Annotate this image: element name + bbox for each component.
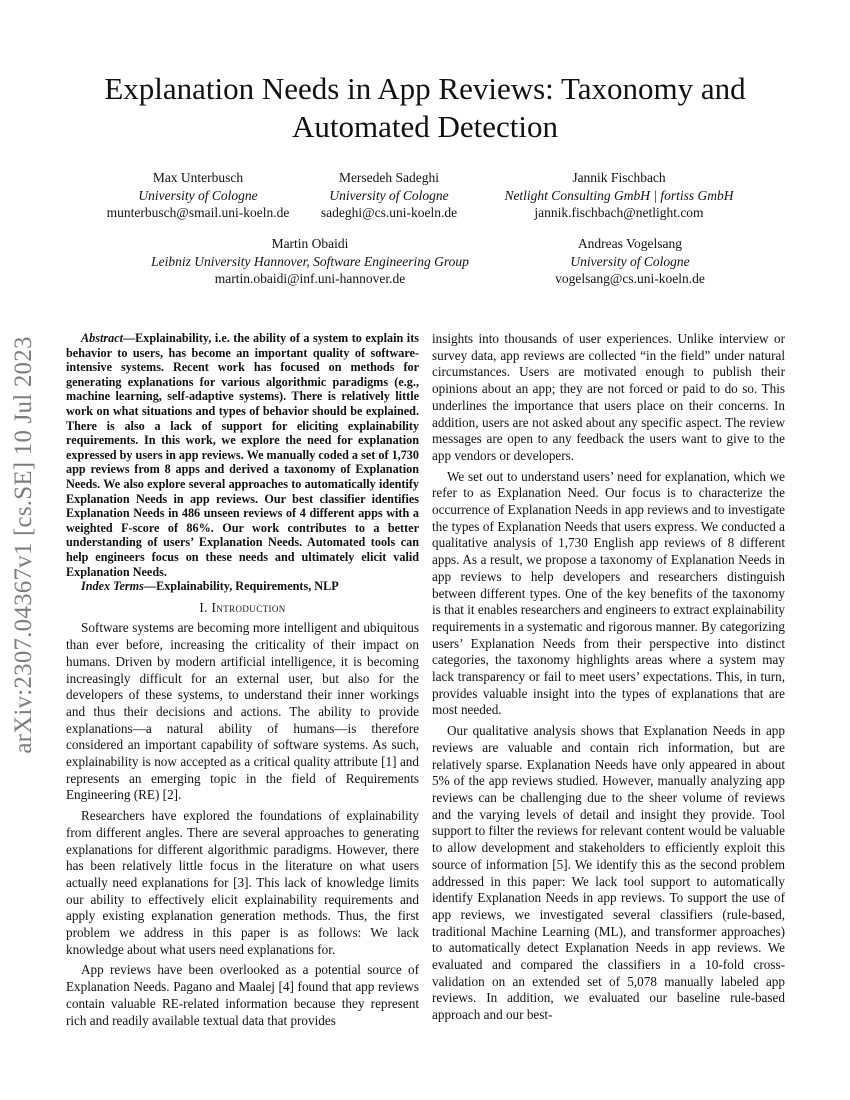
arxiv-stamp-text: arXiv:2307.04367v1 [cs.SE] 10 Jul 2023 [10,336,37,754]
body-paragraph: insights into thousands of user experiences. Unlike interview or survey data, app reviews are collected “in the field” under natural circumstances. Users are motivated enough to publish their opinions about an app; they are not forced or paid to do so. This underlines the importance that users place on their concerns. In addition, users are not asked about any specific aspect. The review messages are open to any feedback the users want to give to the app vendors or developers. [432,331,785,463]
author-name: Mersedeh Sadeghi [338,170,440,185]
left-column [66,331,419,1029]
body-paragraph: Software systems are becoming more intelligent and ubiquitous than ever before, increasing the criticality of their impact on humans. Driven by modern artificial intelligence, it is becoming increasingly difficult for an external user, but also for the developers of these systems, to understand their inner workings and thus their decisions and actions. The ability to provide explanations—a natural ability of humans—is therefore considered an important capability of software systems. As such, explainability is now accepted as a critical quality attribute [1] and represents an emerging topic in the field of Requirements Engineering (RE) [2]. [66,620,419,803]
author-block [300,169,478,222]
author-affiliation: University of Cologne [329,187,449,203]
author-email: martin.obaidi@inf.uni-hannover.de [214,271,406,286]
author-affiliation: Netlight Consulting GmbH | fortiss GmbH [504,187,734,203]
paper-title: Explanation Needs in App Reviews: Taxonomy and Automated Detection [104,71,746,144]
body-paragraph: App reviews have been overlooked as a potential source of Explanation Needs. Pagano and Maalej [4] found that app reviews contain valuable RE-related information because they represent rich and readily available textual data that provides [66,962,419,1028]
body-paragraph: Our qualitative analysis shows that Explanation Needs in app reviews are valuable and contain rich information, but are relatively sparse. Explanation Needs have only appeared in about 5% of the app reviews studied. However, manually analyzing app reviews can be challenging due to the sheer volume of reviews and the varying levels of detail and insight they provide. Tool support to filter the reviews for relevant content would be valuable to allow development and stakeholders to efficiently exploit this source of information [5]. We identify this as the second problem addressed in this paper: We lack tool support to automatically identify Explanation Needs in app reviews. To support the use of app reviews, we investigated several classifiers (rule-based, traditional Machine Learning (ML), and transformer approaches) to automatically detect Explanation Needs in app reviews. We evaluated and compared the classifiers in a 10-fold cross-validation on an extended set of 5,078 manually labeled app reviews. In addition, we evaluated our baseline rule-based approach and our best- [432,723,785,1023]
body-paragraph: We set out to understand users’ need for explanation, which we refer to as Explanation Need. Our focus is to characterize the occurrence of Explanation Needs in app reviews and to investigate the types of Explanation Needs that users express. We conducted a qualitative analysis of 1,730 English app reviews of 8 different apps. As a result, we propose a taxonomy of Explanation Needs in app reviews to help developers and researchers distinguish between different types. One of the key benefits of the taxonomy is that it enables researchers and engineers to extract explainability requirements in a systematic and rigorous manner. By categorizing users’ Explanation Needs from their perspective into distinct categories, the taxonomy highlights areas where a system may lack transparency or fail to meet users’ expectations. This, in turn, provides valuable insight into the types of explanations that are most needed. [432,468,785,718]
section-heading: I. Introduction [199,599,286,615]
author-affiliation: Leibniz University Hannover, Software Engineering Group [151,253,469,269]
abstract-text: —Explainability, i.e. the ability of a system to explain its behavior to users, has become an important quality of software-intensive systems. Recent work has focused on methods for generating explanations for various algorithmic paradigms (e.g., machine learning, self-adaptive systems). There is relatively little work on what situations and types of behavior should be explained. There is also a lack of support for eliciting explainability requirements. In this work, we explore the need for explanation expressed by users in app reviews. We manually coded a set of 1,730 app reviews from 8 apps and derived a taxonomy of Explanation Needs. We also explore several approaches to automatically identify Explanation Needs in app reviews. Our best classifier identifies Explanation Needs in 486 unseen reviews of 4 different apps with a weighted F-score of 86%. Our work contributes to a better understanding of users’ Explanation Needs. Automated tools can help engineers focus on these needs and ultimately elicit valid Explanation Needs. [66,331,419,579]
abstract-label: Abstract [81,331,123,345]
abstract [66,331,419,579]
author-name: Martin Obaidi [271,236,349,251]
author-name: Jannik Fischbach [572,170,666,185]
author-block [480,169,758,222]
index-terms-label: Index Terms [81,579,144,594]
author-email: munterbusch@smail.uni-koeln.de [106,205,290,220]
author-name: Andreas Vogelsang [577,236,683,251]
author-affiliation: University of Cologne [138,187,258,203]
author-name: Max Unterbusch [152,170,244,185]
author-email: vogelsang@cs.uni-koeln.de [555,271,705,286]
index-terms [66,579,419,594]
author-email: jannik.fischbach@netlight.com [534,205,704,220]
right-column [432,331,785,1024]
index-terms-text: —Explainability, Requirements, NLP [143,579,339,594]
author-block [530,235,730,288]
body-paragraph: Researchers have explored the foundations of explainability from different angles. There are several approaches to generating explanations for different algorithmic paradigms. However, there has been relatively little focus in the literature on what users actually need explanations for [3]. This lack of knowledge limits our ability to effectively elicit explainability requirements and apply existing explanation generation methods. Thus, the first problem we address in this paper is as follows: We lack knowledge about what users need explanations for. [66,808,419,957]
arxiv-identifier-stamp [4,310,44,780]
author-block [98,169,298,222]
author-block [140,235,480,288]
author-affiliation: University of Cologne [570,253,690,269]
author-email: sadeghi@cs.uni-koeln.de [320,205,458,220]
